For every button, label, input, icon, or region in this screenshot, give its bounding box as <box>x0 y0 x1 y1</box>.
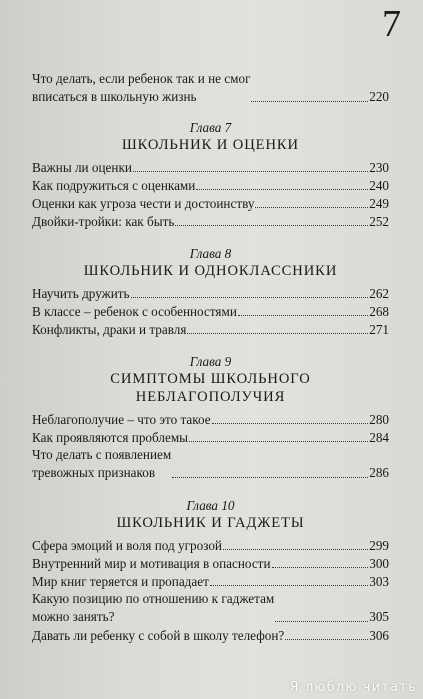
chapter-title <box>32 370 389 406</box>
toc-entry <box>32 194 389 212</box>
leader-dots <box>131 297 369 298</box>
leader-dots <box>223 549 368 550</box>
chapter-title-line: СИМПТОМЫ ШКОЛЬНОГО <box>110 371 311 387</box>
toc-entry-page: 249 <box>369 196 389 211</box>
chapter-title-line: НЕБЛАГОПОЛУЧИЯ <box>135 389 286 405</box>
toc-entry-page: 305 <box>369 609 389 624</box>
leader-dots <box>187 333 368 334</box>
leader-dots <box>238 315 368 316</box>
toc-entry-title: Мир книг теряется и пропадает <box>32 574 209 589</box>
toc-entry-title: Важны ли оценки <box>32 160 132 175</box>
toc-entry <box>32 572 389 590</box>
toc-entry <box>32 158 389 176</box>
toc-entry-page: 262 <box>369 286 389 301</box>
toc-entry-line: можно занять? <box>32 609 115 624</box>
toc-entry-title: Двойки-тройки: как быть <box>32 214 175 229</box>
toc-entry-line: вписаться в школьную жизнь <box>32 89 197 104</box>
toc-entry-page: 268 <box>369 304 389 319</box>
chapter-section <box>32 498 389 644</box>
toc-entry-page: 284 <box>369 430 389 445</box>
toc-entry-page: 299 <box>369 538 389 553</box>
toc-entry <box>32 70 389 106</box>
toc-entry <box>32 446 389 482</box>
toc-entry-line: тревожных признаков <box>32 465 156 480</box>
toc-entry-title: Научить дружить <box>32 286 130 301</box>
toc-entry-page: 230 <box>369 160 389 175</box>
toc-entry <box>32 536 389 554</box>
chapter-label: Глава 10 <box>186 498 235 513</box>
leader-dots <box>272 567 369 568</box>
toc-entry-line: Что делать, если ребенок так и не смог <box>32 71 251 86</box>
toc-entry <box>32 626 389 644</box>
leader-dots <box>172 477 368 478</box>
toc-entry-title: В классе – ребенок с особенностями <box>32 304 237 319</box>
chapter-section <box>32 120 389 230</box>
leader-dots <box>275 621 368 622</box>
watermark: Я люблю читать <box>289 680 417 695</box>
toc-entry <box>32 554 389 572</box>
toc-entry-page: 286 <box>369 465 389 480</box>
toc-entry-title: Неблагополучие – что это такое <box>32 412 211 427</box>
toc-entry-title: Давать ли ребенку с собой в школу телефон? <box>32 628 285 643</box>
chapter-section <box>32 246 389 338</box>
toc-entry <box>32 284 389 302</box>
toc-entry-title <box>32 446 171 482</box>
leader-dots <box>175 225 368 226</box>
toc-entry <box>32 410 389 428</box>
leader-dots <box>255 207 368 208</box>
toc-entry-page: 240 <box>369 178 389 193</box>
toc-entry-title: Оценки как угроза чести и достоинству <box>32 196 255 211</box>
toc-entry-page: 300 <box>369 556 389 571</box>
chapter-title <box>32 262 389 280</box>
leader-dots <box>133 171 368 172</box>
toc-entry-page: 271 <box>369 322 389 337</box>
toc-entry-title <box>32 70 250 106</box>
chapter-title-line: ШКОЛЬНИК И ОДНОКЛАССНИКИ <box>83 263 338 279</box>
leader-dots <box>212 423 369 424</box>
table-of-contents <box>32 70 389 644</box>
chapter-label: Глава 8 <box>189 246 232 261</box>
toc-entry-line: Что делать с появлением <box>32 447 172 462</box>
chapter-list <box>32 120 389 644</box>
chapter-title-line: ШКОЛЬНИК И ОЦЕНКИ <box>122 137 299 153</box>
chapter-label: Глава 9 <box>189 354 232 369</box>
toc-entry-page: 280 <box>369 412 389 427</box>
toc-entry-title: Как проявляются проблемы <box>32 430 189 445</box>
toc-entry <box>32 302 389 320</box>
chapter-title <box>32 136 389 154</box>
toc-entry-page: 220 <box>369 89 389 104</box>
leader-dots <box>285 639 368 640</box>
chapter-title <box>32 514 389 532</box>
toc-entry-page: 303 <box>369 574 389 589</box>
toc-entry-title: Внутренний мир и мотивация в опасности <box>32 556 271 571</box>
toc-entry-page: 306 <box>369 628 389 643</box>
toc-entry-title: Сфера эмоций и воля под угрозой <box>32 538 222 553</box>
toc-entry <box>32 212 389 230</box>
leader-dots <box>251 101 368 102</box>
toc-entry <box>32 590 389 626</box>
toc-entry-page: 252 <box>369 214 389 229</box>
leader-dots <box>189 441 368 442</box>
toc-entry-line: Какую позицию по отношению к гаджетам <box>32 591 275 606</box>
chapter-title-line: ШКОЛЬНИК И ГАДЖЕТЫ <box>116 515 305 531</box>
toc-entry-title: Как подружиться с оценками <box>32 178 196 193</box>
toc-entry <box>32 176 389 194</box>
page-number: 7 <box>382 3 401 45</box>
chapter-label: Глава 7 <box>189 120 232 135</box>
chapter-section <box>32 354 389 482</box>
toc-entry <box>32 320 389 338</box>
toc-entry-title <box>32 590 274 626</box>
leader-dots <box>196 189 368 190</box>
toc-entry <box>32 428 389 446</box>
leader-dots <box>210 585 368 586</box>
toc-entry-title: Конфликты, драки и травля <box>32 322 187 337</box>
